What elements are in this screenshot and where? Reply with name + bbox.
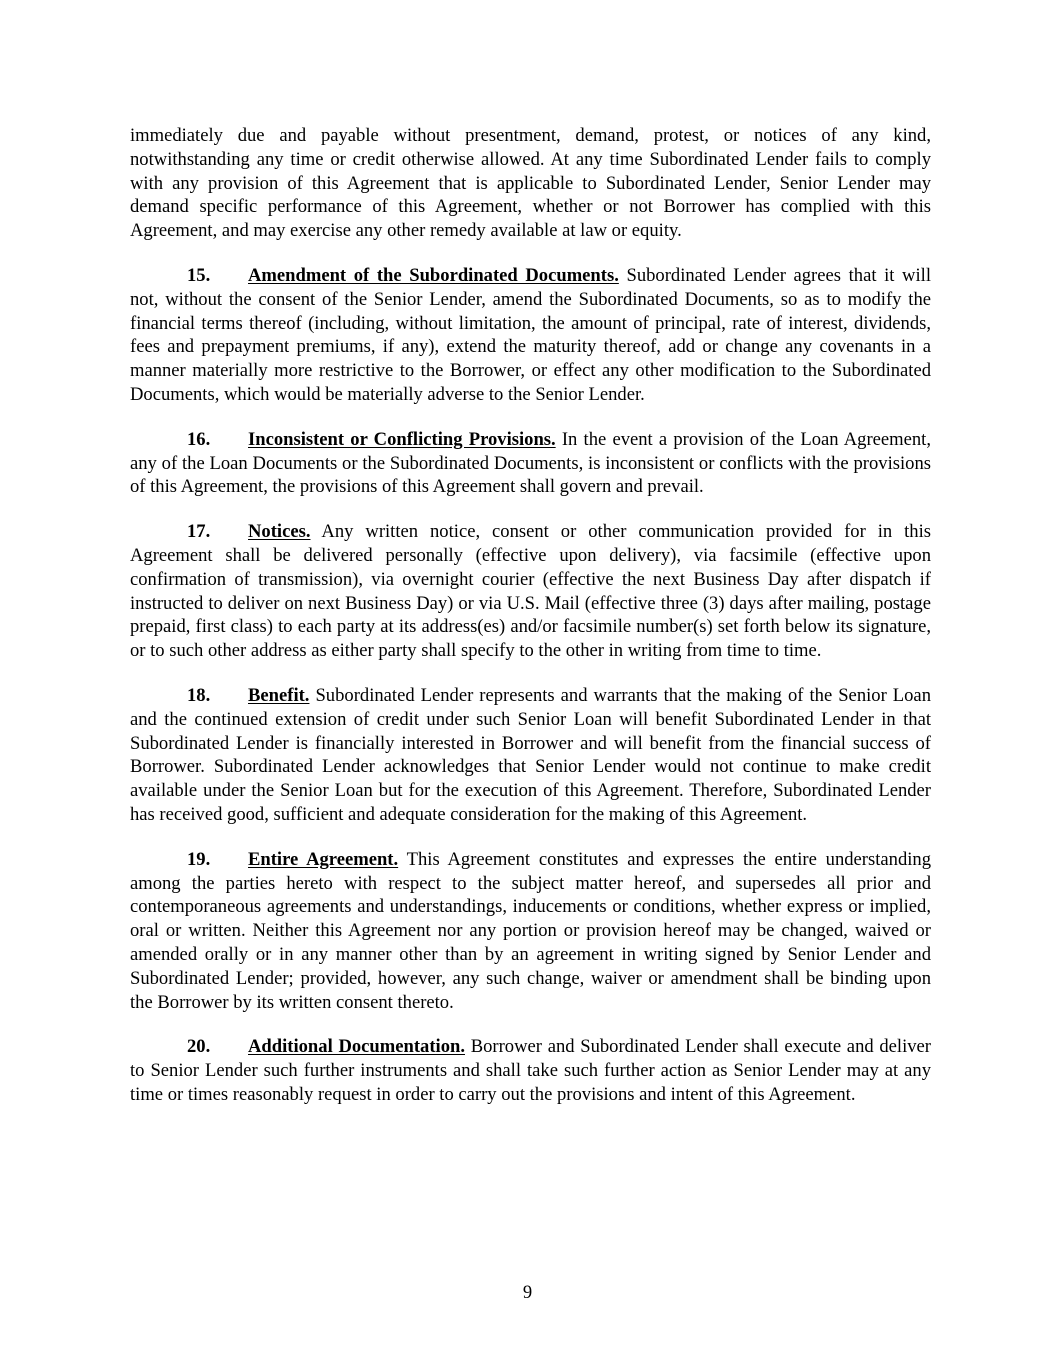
- section-heading: Benefit.: [248, 684, 310, 706]
- section-heading: Inconsistent or Conflicting Provisions.: [248, 428, 556, 450]
- section-18: [130, 684, 931, 827]
- section-19: [130, 848, 931, 1015]
- section-20: [130, 1035, 931, 1106]
- document-page: [130, 124, 931, 1128]
- section-text: Subordinated Lender agrees that it will not, without the consent of the Senior Lender, amend the Subordinated Documents, so as to modify the financial terms thereof (including, without limitation, the amount of principal, rate of interest, dividends, fees and prepayment premiums, if any), extend the maturity thereof, add or change any covenants in a manner materially more restrictive to the Borrower, or effect any other modification to the Subordinated Documents, which would be materially adverse to the Senior Lender.: [130, 264, 931, 405]
- section-heading: Notices.: [248, 521, 311, 543]
- section-17: [130, 520, 931, 663]
- section-text: This Agreement constitutes and expresses the entire understanding among the parties hereto with respect to the subject matter hereof, and supersedes all prior and contemporaneous agreements and understandings, inducements or conditions, whether express or implied, oral or written. Neither this Agreement nor any portion or provision hereof may be changed, waived or amended orally or in any manner other than by an agreement in writing signed by Senior Lender and Subordinated Lender; provided, however, any such change, waiver or amendment shall be binding upon the Borrower by its written consent thereto.: [130, 848, 931, 1013]
- section-number: 16.: [187, 428, 211, 450]
- section-number: 19.: [187, 848, 211, 870]
- section-text: Borrower and Subordinated Lender shall execute and deliver to Senior Lender such further instruments and shall take such further action as Senior Lender may at any time or times reasonably request in order to carry out the provisions and intent of this Agreement.: [130, 1036, 931, 1105]
- continuation-paragraph: immediately due and payable without presentment, demand, protest, or notices of any kind, notwithstanding any time or credit otherwise allowed. At any time Subordinated Lender fails to comply with any provision of this Agreement that is applicable to Subordinated Lender, Senior Lender may demand specific performance of this Agreement, whether or not Borrower has complied with this Agreement, and may exercise any other remedy available at law or equity.: [130, 125, 931, 242]
- section-16: [130, 428, 931, 499]
- section-number: 20.: [187, 1036, 211, 1058]
- section-15: [130, 264, 931, 407]
- section-heading: Amendment of the Subordinated Documents.: [248, 264, 619, 286]
- section-number: 15.: [187, 264, 211, 286]
- section-text: In the event a provision of the Loan Agreement, any of the Loan Documents or the Subordinated Documents, is inconsistent or conflicts with the provisions of this Agreement, the provisions of this Agreement shall govern and prevail.: [130, 428, 931, 498]
- section-text: Any written notice, consent or other communication provided for in this Agreement shall be delivered personally (effective upon delivery), via facsimile (effective upon confirmation of transmission), via overnight courier (effective the next Business Day after dispatch if instructed to deliver on next Business Day) or via U.S. Mail (effective three (3) days after mailing, postage prepaid, first class) to each party at its address(es) and/or facsimile number(s) set forth below its signature, or to such other address as either party shall specify to the other in writing from time to time.: [130, 521, 931, 662]
- section-number: 18.: [187, 684, 211, 706]
- section-number: 17.: [187, 521, 211, 543]
- section-text: Subordinated Lender represents and warrants that the making of the Senior Loan and the continued extension of credit under such Senior Loan will benefit Subordinated Lender in that Subordinated Lender is financially interested in Borrower and will benefit from the financial success of Borrower. Subordinated Lender acknowledges that Senior Lender would not continue to make credit available under the Senior Loan but for the execution of this Agreement. Therefore, Subordinated Lender has received good, sufficient and adequate consideration for the making of this Agreement.: [130, 684, 931, 825]
- section-heading: Additional Documentation.: [248, 1036, 465, 1058]
- section-heading: Entire Agreement.: [248, 848, 399, 870]
- page-number: 9: [522, 1282, 533, 1303]
